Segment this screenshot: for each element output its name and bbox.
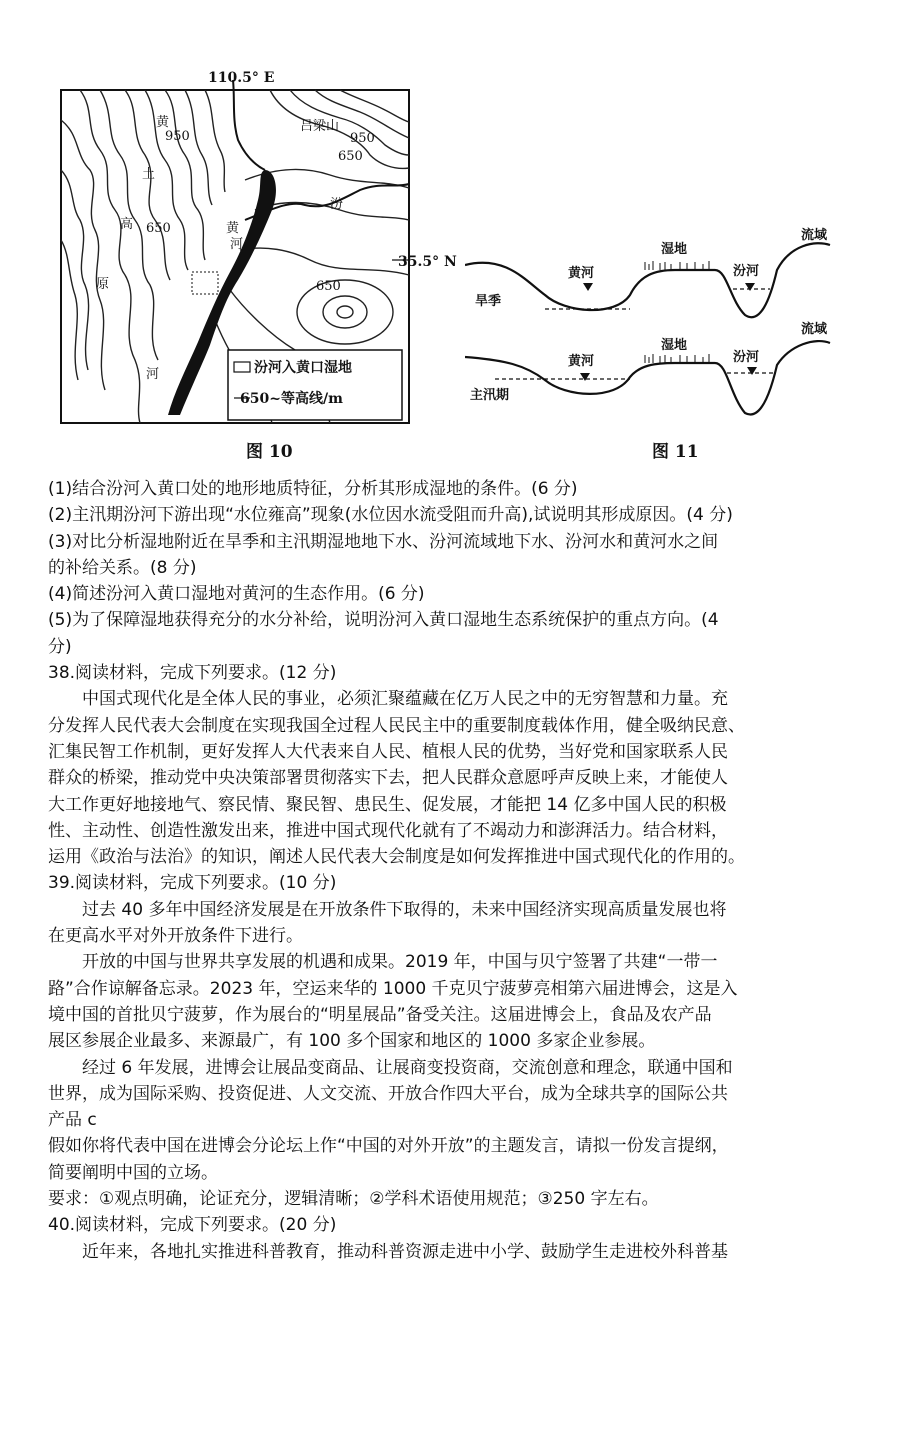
q38-line-7: 运用《政治与法治》的知识，阐述人民代表大会制度是如何发挥推进中国式现代化的作用的。 (48, 847, 745, 868)
river-bottom-label: 河 (146, 367, 160, 382)
q39-p2-line-4: 展区参展企业最多、来源最广，有 100 多个国家和地区的 1000 多家企业参展。 (48, 1031, 656, 1052)
loess-label-4: 原 (96, 277, 110, 292)
question-4: (4)简述汾河入黄口湿地对黄河的生态作用。(6 分) (48, 584, 425, 605)
contour-950-a: 950 (165, 129, 190, 144)
contour-650-a: 650 (338, 149, 363, 164)
q38-line-6: 性、主动性、创造性激发出来，推进中国式现代化就有了不竭动力和澎湃活力。结合材料， (48, 820, 728, 841)
q38-line-3: 汇集民智工作机制，更好发挥人大代表来自人民、植根人民的优势，当好党和国家联系人民 (48, 741, 728, 762)
figure-11-caption: 图 11 (652, 442, 699, 462)
q40-p1-line-1: 近年来，各地扎实推进科普教育，推动科普资源走进中小学、鼓励学生走进校外科普基 (82, 1241, 728, 1262)
legend-contour: 650~等高线/m (240, 391, 343, 407)
q39-p2-line-3: 境中国的首批贝宁菠萝，作为展台的“明星展品”备受关注。这届进博会上，食品及农产品 (48, 1004, 712, 1025)
dry-basin-label: 流域 (801, 228, 828, 243)
dry-fenhe-label: 汾河 (733, 264, 760, 279)
q39-p2-line-2: 路”合作谅解备忘录。2023 年，空运来华的 1000 千克贝宁菠萝亮相第六届进博会，这是入 (48, 978, 738, 999)
q39-requirements: 要求：①观点明确，论证充分，逻辑清晰；②学科术语使用规范；③250 字左右。 (48, 1189, 659, 1210)
q39-p2-line-1: 开放的中国与世界共享发展的机遇和成果。2019 年，中国与贝宁签署了共建“一带一 (82, 952, 718, 973)
contour-650-b: 650 (146, 221, 171, 236)
fen-river-label: 汾 (330, 197, 344, 212)
legend-wetland: 汾河入黄口湿地 (254, 360, 352, 376)
figure-11-sections (465, 225, 855, 425)
flood-basin-label: 流域 (801, 322, 828, 337)
figure-10-caption: 图 10 (246, 442, 293, 462)
flood-fenhe-label: 汾河 (733, 350, 760, 365)
question-5-line-1: (5)为了保障湿地获得充分的水分补给，说明汾河入黄口湿地生态系统保护的重点方向。(4 (48, 610, 719, 631)
q38-line-2: 分发挥人民代表大会制度在实现我国全过程人民民主中的重要制度载体作用，健全吸纳民意、 (48, 715, 745, 736)
document-body (48, 476, 854, 1265)
contour-650-c: 650 (316, 279, 341, 294)
question-3-line-1: (3)对比分析湿地附近在旱季和主汛期湿地地下水、汾河流域地下水、汾河水和黄河水之间 (48, 531, 719, 552)
flood-huanghe-label: 黄河 (568, 354, 595, 369)
figure-10-map (40, 60, 460, 435)
flood-season-label: 主汛期 (470, 388, 510, 403)
yellow-river-label-2: 河 (230, 237, 244, 252)
loess-label-1: 黄 (156, 115, 170, 130)
question-1: (1)结合汾河入黄口处的地形地质特征，分析其形成湿地的条件。(6 分) (48, 479, 578, 499)
q39-task-line-2: 简要阐明中国的立场。 (48, 1162, 218, 1183)
lvliang-mountain-label: 吕梁山 (300, 119, 340, 134)
dry-season-label: 旱季 (475, 294, 502, 309)
q39-task-line-1: 假如你将代表中国在进博会分论坛上作“中国的对外开放”的主题发言，请拟一份发言提纲， (48, 1136, 729, 1157)
q38-line-5: 大工作更好地接地气、察民情、聚民智、患民生、促发展，才能把 14 亿多中国人民的积极 (48, 794, 727, 815)
dry-wetland-label: 湿地 (661, 242, 688, 257)
longitude-label: 110.5° E (208, 70, 275, 86)
latitude-label: 35.5° N (398, 254, 457, 270)
q39-p1-line-1: 过去 40 多年中国经济发展是在开放条件下取得的，未来中国经济实现高质量发展也将 (82, 899, 727, 920)
q39-p1-line-2: 在更高水平对外开放条件下进行。 (48, 926, 303, 947)
flood-wetland-label: 湿地 (661, 338, 688, 353)
loess-label-2: 土 (142, 167, 156, 182)
question-2: (2)主汛期汾河下游出现“水位雍高”现象(水位因水流受阻而升高),试说明其形成原因。(4 分) (48, 505, 733, 526)
question-5-line-2: 分) (48, 636, 72, 657)
yellow-river-label-1: 黄 (226, 221, 240, 236)
q38-title: 38.阅读材料，完成下列要求。(12 分) (48, 663, 337, 684)
q39-p3-line-2: 世界，成为国际采购、投资促进、人文交流、开放合作四大平台，成为全球共享的国际公共 (48, 1083, 728, 1104)
contour-950-b: 950 (350, 131, 375, 146)
q39-p3-line-3: 产品 c (48, 1110, 97, 1131)
q38-line-1: 中国式现代化是全体人民的事业，必须汇聚蕴藏在亿万人民之中的无穷智慧和力量。充 (82, 689, 728, 710)
q38-line-4: 群众的桥梁，推动党中央决策部署贯彻落实下去，把人民群众意愿呼声反映上来，才能使人 (48, 768, 728, 789)
q40-title: 40.阅读材料，完成下列要求。(20 分) (48, 1215, 337, 1236)
dry-huanghe-label: 黄河 (568, 266, 595, 281)
q39-title: 39.阅读材料，完成下列要求。(10 分) (48, 873, 337, 894)
loess-label-3: 高 (120, 217, 134, 232)
q39-p3-line-1: 经过 6 年发展，进博会让展品变商品、让展商变投资商，交流创意和理念，联通中国和 (82, 1057, 733, 1078)
question-3-line-2: 的补给关系。(8 分) (48, 557, 197, 578)
